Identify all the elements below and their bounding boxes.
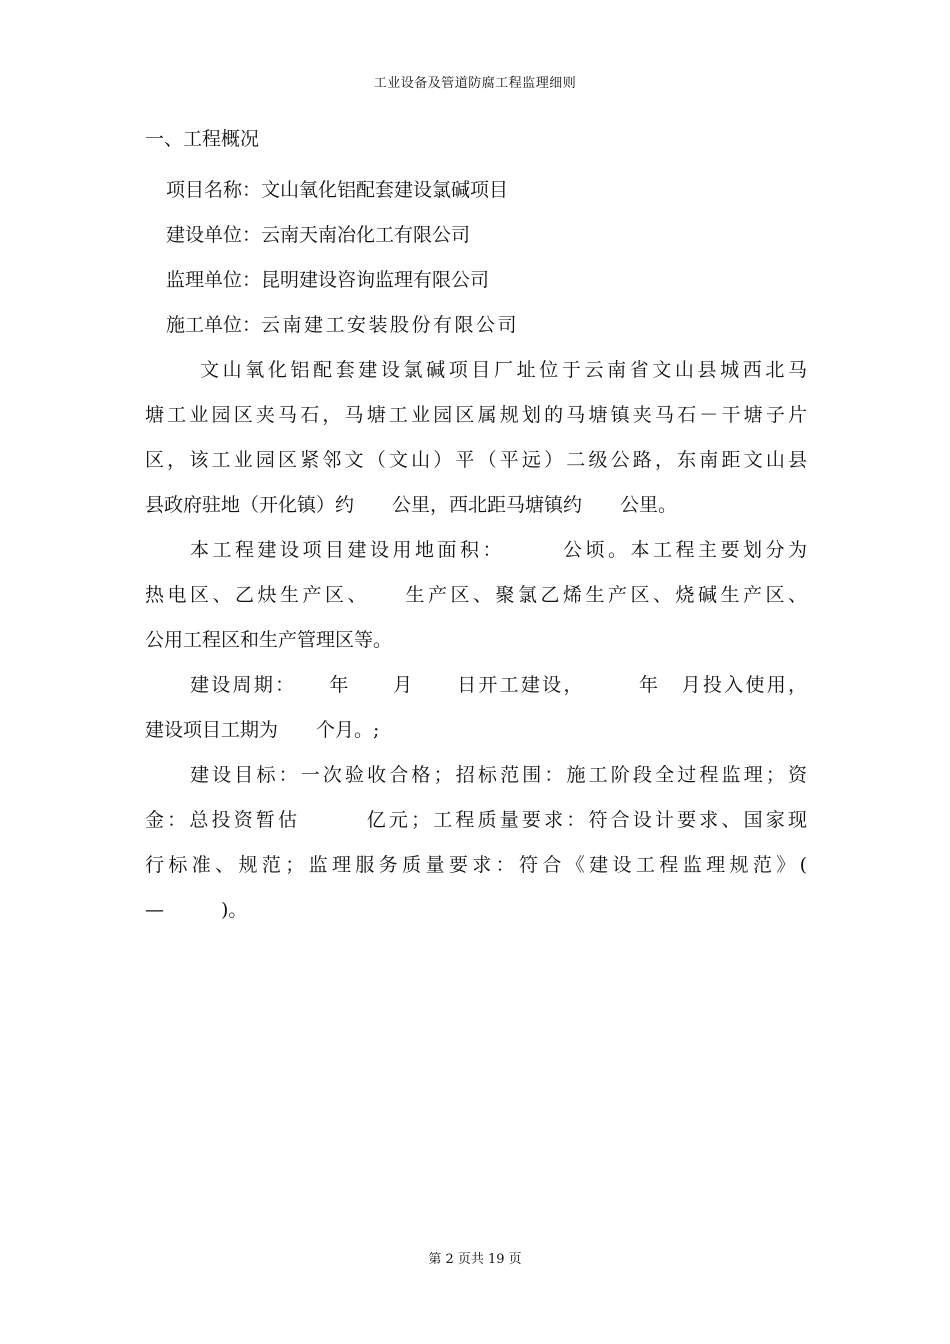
contractor-line	[166, 310, 519, 337]
paragraph-1-line-1: 文山氧化铝配套建设氯碱项目厂址位于云南省文山县城西北马	[200, 359, 807, 381]
project-name-line: 项目名称：文山氧化铝配套建设氯碱项目	[166, 179, 509, 201]
paragraph-2-line-2: 热电区、乙炔生产区、 生产区、聚氯乙烯生产区、烧碱生产区、	[145, 584, 807, 606]
paragraph-4-line-4: — )。	[145, 899, 248, 921]
paragraph-2-line-1: 本工程建设项目建设用地面积： 公顷。本工程主要划分为	[190, 539, 807, 561]
paragraph-4-line-2: 金：总投资暂估 亿元；工程质量要求：符合设计要求、国家现	[145, 809, 807, 831]
paragraph-1-line-3: 区，该工业园区紧邻文（文山）平（平远）二级公路，东南距文山县	[145, 449, 807, 471]
paragraph-2-line-3: 公用工程区和生产管理区等。	[145, 629, 393, 651]
paragraph-3-line-2: 建设项目工期为 个月。;	[145, 719, 380, 741]
contractor-value: 云南建工安装股份有限公司	[261, 314, 520, 336]
page-header: 工业设备及管道防腐工程监理细则	[373, 76, 577, 91]
paragraph-4-line-3: 行标准、规范；监理服务质量要求：符合《建设工程监理规范》(	[145, 854, 807, 876]
page-number: 第 2 页共 19 页	[428, 1252, 522, 1267]
supervisor-line: 监理单位：昆明建设咨询监理有限公司	[166, 269, 490, 291]
paragraph-1-line-4: 县政府驻地（开化镇）约 公里，西北距马塘镇约 公里。	[145, 494, 678, 516]
paragraph-4-line-1: 建设目标：一次验收合格；招标范围：施工阶段全过程监理；资	[190, 764, 807, 786]
paragraph-3-line-1: 建设周期： 年 月 日开工建设， 年 月投入使用，	[190, 674, 807, 696]
section-title: 一、工程概况	[145, 128, 260, 150]
owner-line: 建设单位：云南天南冶化工有限公司	[166, 224, 471, 246]
paragraph-1-line-2: 塘工业园区夹马石，马塘工业园区属规划的马塘镇夹马石－干塘子片	[145, 404, 807, 426]
contractor-label: 施工单位：	[166, 314, 262, 336]
